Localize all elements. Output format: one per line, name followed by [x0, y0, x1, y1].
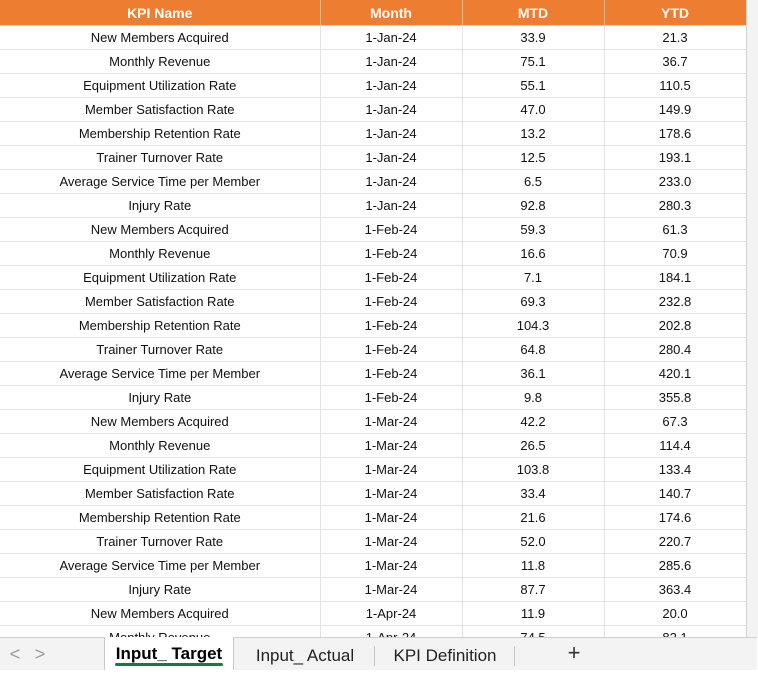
ytd-cell[interactable]: 280.3 — [604, 194, 746, 218]
table-row — [0, 26, 746, 50]
table-row — [0, 266, 746, 290]
table-row — [0, 554, 746, 578]
ytd-cell[interactable]: 20.0 — [604, 602, 746, 626]
mtd-cell[interactable]: 92.8 — [462, 194, 604, 218]
kpi-name-cell[interactable]: Member Satisfaction Rate — [0, 290, 320, 314]
month-cell[interactable]: 1-Apr-24 — [320, 602, 462, 626]
kpi-name-cell[interactable]: Equipment Utilization Rate — [0, 266, 320, 290]
table-row — [0, 482, 746, 506]
kpi-name-cell[interactable]: Equipment Utilization Rate — [0, 74, 320, 98]
mtd-cell[interactable]: 21.6 — [462, 506, 604, 530]
table-row — [0, 50, 746, 74]
mtd-cell[interactable]: 13.2 — [462, 122, 604, 146]
table-row — [0, 290, 746, 314]
mtd-cell[interactable]: 64.8 — [462, 338, 604, 362]
ytd-cell[interactable]: 70.9 — [604, 242, 746, 266]
kpi-name-cell[interactable]: Membership Retention Rate — [0, 314, 320, 338]
tab-kpi-definition[interactable] — [378, 638, 512, 670]
mtd-cell[interactable]: 36.1 — [462, 362, 604, 386]
mtd-cell[interactable]: 52.0 — [462, 530, 604, 554]
tab-separator — [514, 646, 515, 666]
tab-scroll-right-icon[interactable]: > — [34, 644, 46, 664]
month-cell[interactable]: 1-Mar-24 — [320, 554, 462, 578]
month-cell[interactable]: 1-Jan-24 — [320, 98, 462, 122]
header-mtd[interactable]: MTD — [462, 0, 604, 26]
tab-input-actual[interactable] — [240, 638, 370, 670]
mtd-cell[interactable]: 42.2 — [462, 410, 604, 434]
tab-separator — [374, 646, 375, 666]
mtd-cell[interactable]: 26.5 — [462, 434, 604, 458]
table-row — [0, 410, 746, 434]
kpi-name-cell[interactable]: New Members Acquired — [0, 410, 320, 434]
month-cell[interactable]: 1-Feb-24 — [320, 218, 462, 242]
month-cell[interactable]: 1-Jan-24 — [320, 74, 462, 98]
table-row — [0, 506, 746, 530]
active-tab-indicator — [115, 663, 223, 666]
kpi-name-cell[interactable]: Monthly Revenue — [0, 242, 320, 266]
header-kpi-name[interactable]: KPI Name — [0, 0, 320, 26]
mtd-cell[interactable]: 12.5 — [462, 146, 604, 170]
ytd-cell[interactable]: 140.7 — [604, 482, 746, 506]
table-row — [0, 602, 746, 626]
header-month[interactable]: Month — [320, 0, 462, 26]
table-row — [0, 578, 746, 602]
month-cell[interactable]: 1-Mar-24 — [320, 410, 462, 434]
ytd-cell[interactable]: 21.3 — [604, 26, 746, 50]
table-row — [0, 98, 746, 122]
mtd-cell[interactable]: 11.9 — [462, 602, 604, 626]
mtd-cell[interactable]: 55.1 — [462, 74, 604, 98]
ytd-cell[interactable]: 420.1 — [604, 362, 746, 386]
mtd-cell[interactable]: 104.3 — [462, 314, 604, 338]
month-cell[interactable]: 1-Mar-24 — [320, 482, 462, 506]
mtd-cell[interactable]: 16.6 — [462, 242, 604, 266]
tab-label: KPI Definition — [393, 646, 497, 665]
kpi-name-cell[interactable]: New Members Acquired — [0, 218, 320, 242]
mtd-cell[interactable]: 87.7 — [462, 578, 604, 602]
month-cell[interactable]: 1-Jan-24 — [320, 122, 462, 146]
mtd-cell[interactable]: 11.8 — [462, 554, 604, 578]
ytd-cell[interactable]: 36.7 — [604, 50, 746, 74]
month-cell[interactable]: 1-Feb-24 — [320, 314, 462, 338]
sheet-tab-bar — [0, 637, 757, 670]
table-row — [0, 146, 746, 170]
table-row — [0, 122, 746, 146]
right-gutter — [746, 0, 758, 637]
ytd-cell[interactable]: 355.8 — [604, 386, 746, 410]
month-cell[interactable]: 1-Feb-24 — [320, 242, 462, 266]
kpi-name-cell[interactable]: Member Satisfaction Rate — [0, 98, 320, 122]
mtd-cell[interactable]: 6.5 — [462, 170, 604, 194]
kpi-name-cell[interactable]: Monthly Revenue — [0, 50, 320, 74]
mtd-cell[interactable]: 33.9 — [462, 26, 604, 50]
ytd-cell[interactable]: 363.4 — [604, 578, 746, 602]
month-cell[interactable]: 1-Mar-24 — [320, 458, 462, 482]
ytd-cell[interactable]: 280.4 — [604, 338, 746, 362]
month-cell[interactable]: 1-Jan-24 — [320, 26, 462, 50]
kpi-name-cell[interactable]: New Members Acquired — [0, 26, 320, 50]
month-cell[interactable]: 1-Feb-24 — [320, 362, 462, 386]
ytd-cell[interactable]: 202.8 — [604, 314, 746, 338]
ytd-cell[interactable]: 178.6 — [604, 122, 746, 146]
tab-input-target[interactable] — [104, 637, 234, 670]
mtd-cell[interactable]: 9.8 — [462, 386, 604, 410]
ytd-cell[interactable]: 133.4 — [604, 458, 746, 482]
month-cell[interactable]: 1-Mar-24 — [320, 434, 462, 458]
table-row — [0, 314, 746, 338]
mtd-cell[interactable]: 103.8 — [462, 458, 604, 482]
tab-label: Input_ Actual — [255, 646, 355, 665]
table-row — [0, 170, 746, 194]
table-row — [0, 74, 746, 98]
month-cell[interactable]: 1-Mar-24 — [320, 530, 462, 554]
month-cell[interactable]: 1-Jan-24 — [320, 146, 462, 170]
kpi-name-cell[interactable]: Average Service Time per Member — [0, 554, 320, 578]
ytd-cell[interactable]: 114.4 — [604, 434, 746, 458]
table-row — [0, 218, 746, 242]
table-row — [0, 530, 746, 554]
ytd-cell[interactable]: 193.1 — [604, 146, 746, 170]
kpi-name-cell[interactable]: Membership Retention Rate — [0, 122, 320, 146]
ytd-cell[interactable]: 285.6 — [604, 554, 746, 578]
month-cell[interactable]: 1-Jan-24 — [320, 194, 462, 218]
month-cell[interactable]: 1-Mar-24 — [320, 506, 462, 530]
ytd-cell[interactable]: 67.3 — [604, 410, 746, 434]
month-cell[interactable]: 1-Feb-24 — [320, 290, 462, 314]
kpi-name-cell[interactable]: Injury Rate — [0, 386, 320, 410]
kpi-name-cell[interactable]: Membership Retention Rate — [0, 506, 320, 530]
add-sheet-icon[interactable]: + — [567, 640, 581, 665]
mtd-cell[interactable]: 33.4 — [462, 482, 604, 506]
mtd-cell[interactable]: 75.1 — [462, 50, 604, 74]
kpi-name-cell[interactable]: Injury Rate — [0, 578, 320, 602]
kpi-name-cell[interactable]: Member Satisfaction Rate — [0, 482, 320, 506]
kpi-name-cell[interactable]: Equipment Utilization Rate — [0, 458, 320, 482]
table-row — [0, 338, 746, 362]
month-cell[interactable]: 1-Feb-24 — [320, 386, 462, 410]
tab-label: Input_ Target — [115, 644, 223, 663]
kpi-name-cell[interactable]: Monthly Revenue — [0, 434, 320, 458]
table-row — [0, 386, 746, 410]
ytd-cell[interactable]: 233.0 — [604, 170, 746, 194]
kpi-name-cell[interactable]: New Members Acquired — [0, 602, 320, 626]
ytd-cell[interactable]: 174.6 — [604, 506, 746, 530]
kpi-name-cell[interactable]: Trainer Turnover Rate — [0, 338, 320, 362]
month-cell[interactable]: 1-Feb-24 — [320, 338, 462, 362]
ytd-cell[interactable]: 184.1 — [604, 266, 746, 290]
kpi-name-cell[interactable]: Injury Rate — [0, 194, 320, 218]
mtd-cell[interactable]: 69.3 — [462, 290, 604, 314]
ytd-cell[interactable]: 110.5 — [604, 74, 746, 98]
table-row — [0, 194, 746, 218]
mtd-cell[interactable]: 59.3 — [462, 218, 604, 242]
ytd-cell[interactable]: 149.9 — [604, 98, 746, 122]
kpi-name-cell[interactable]: Trainer Turnover Rate — [0, 530, 320, 554]
kpi-name-cell[interactable]: Trainer Turnover Rate — [0, 146, 320, 170]
month-cell[interactable]: 1-Mar-24 — [320, 578, 462, 602]
kpi-name-cell[interactable]: Average Service Time per Member — [0, 170, 320, 194]
table-row — [0, 242, 746, 266]
header-ytd[interactable]: YTD — [604, 0, 746, 26]
tab-scroll-left-icon[interactable]: < — [9, 644, 21, 664]
header-row — [0, 0, 746, 26]
month-cell[interactable]: 1-Feb-24 — [320, 266, 462, 290]
table-row — [0, 458, 746, 482]
mtd-cell[interactable]: 7.1 — [462, 266, 604, 290]
ytd-cell[interactable]: 232.8 — [604, 290, 746, 314]
table-row — [0, 362, 746, 386]
table-row — [0, 434, 746, 458]
month-cell[interactable]: 1-Jan-24 — [320, 170, 462, 194]
ytd-cell[interactable]: 61.3 — [604, 218, 746, 242]
mtd-cell[interactable]: 47.0 — [462, 98, 604, 122]
month-cell[interactable]: 1-Jan-24 — [320, 50, 462, 74]
ytd-cell[interactable]: 220.7 — [604, 530, 746, 554]
kpi-name-cell[interactable]: Average Service Time per Member — [0, 362, 320, 386]
